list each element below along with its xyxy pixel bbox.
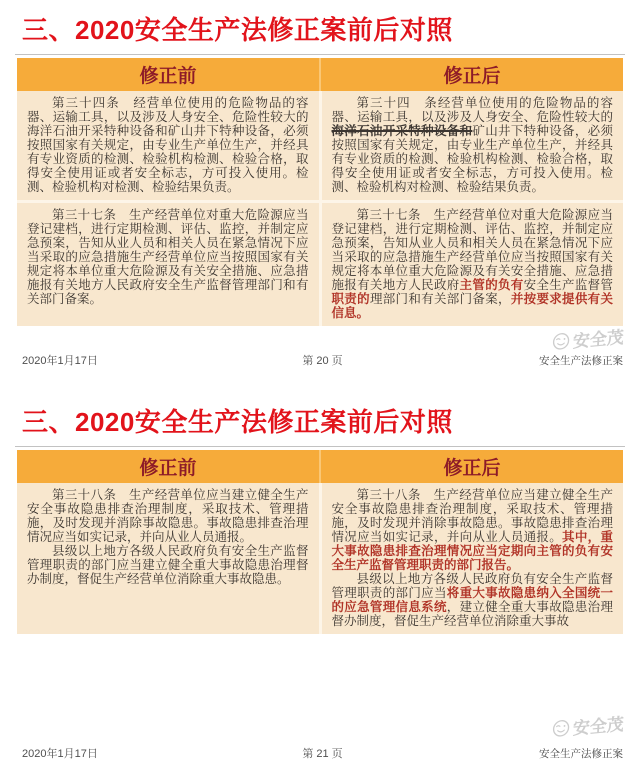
paragraph: 第三十八条 生产经营单位应当建立健全生产安全事故隐患排查治理制度，采取技术、管理措施，及时发现并消除事故隐患。事故隐患排查治理情况应当如实记录，并向从业人员通报。 — [27, 488, 309, 544]
watermark-text: 安全茂 — [572, 327, 625, 352]
footer-page-number: 第 21 页 — [302, 748, 343, 760]
table-header-row — [17, 450, 623, 483]
page-title: 三、2020安全生产法修正案前后对照 — [22, 15, 453, 45]
column-header-after: 修正后 — [319, 450, 623, 483]
watermark-logo — [550, 323, 624, 355]
cell-article34-after — [319, 91, 624, 200]
footer-doc-title: 安全生产法修正案 — [539, 354, 623, 367]
table-row — [17, 200, 623, 326]
footer-date: 2020年1月17日 — [22, 748, 98, 760]
paragraph: 县级以上地方各级人民政府负有安全生产监督管理职责的部门应当将重大事故隐患纳入全国统一的应急管理信息系统，建立健全重大事故隐患治理督办制度，督促生产经营单位消除重大事故 — [331, 572, 613, 628]
paragraph: 第三十八条 生产经营单位应当建立健全生产安全事故隐患排查治理制度，采取技术、管理措施，及时发现并消除事故隐患。事故隐患排查治理情况应当如实记录，并向从业人员通报。其中，重大事故隐患排查治理情况应当定期向主管的负有安全生产监督管理职责的部门报告。 — [331, 488, 613, 572]
paragraph: 第三十四条 经营单位使用的危险物品的容器、运输工具，以及涉及人身安全、危险性较大的海洋石油开采特种设备和矿山井下特种设备，必须按照国家有关规定，由专业生产单位生产，并经具有专业资质的检测、检验机构检测、检验合格，取得安全使用证或者安全标志，方可投入使用。检测、检验机构对检测、检验结果负责。 — [27, 96, 309, 194]
table-header-row — [17, 58, 623, 91]
page-title: 三、2020安全生产法修正案前后对照 — [22, 407, 453, 437]
cell-article38-before — [17, 483, 319, 634]
paragraph: 县级以上地方各级人民政府负有安全生产监督管理职责的部门应当建立健全重大事故隐患治理督办制度，督促生产经营单位消除重大事故隐患。 — [27, 544, 309, 586]
wink-face-icon — [551, 717, 572, 739]
cell-article37-before — [17, 200, 319, 326]
paragraph: 第三十七条 生产经营单位对重大危险源应当登记建档，进行定期检测、评估、监控，并制定应急预案，告知从业人员和相关人员在紧急情况下应当采取的应急措施生产经营单位应当按照国家有关规定将本单位重大危险源及有关安全措施、应急措施报有关地方人民政府安全生产监督管理部门和有关部门备案。 — [27, 208, 309, 306]
watermark-logo — [550, 710, 624, 742]
table-row — [17, 91, 623, 200]
watermark-text: 安全茂 — [572, 714, 625, 739]
cell-article34-before — [17, 91, 319, 200]
title-divider — [15, 446, 625, 447]
slide-footer — [0, 745, 640, 761]
paragraph: 第三十七条 生产经营单位对重大危险源应当登记建档，进行定期检测、评估、监控，并制定应急预案，告知从业人员和相关人员在紧急情况下应当采取的应急措施生产经营单位应当按照国家有关规定将本单位重大危险源及有关安全措施、应急措施报有关地方人民政府主管的负有安全生产监督管职责的理部门和有关部门备案，并按要求提供有关信息。 — [331, 208, 613, 320]
wink-face-icon — [551, 330, 572, 352]
slide-footer — [0, 352, 640, 368]
cell-article37-after — [319, 200, 624, 326]
footer-doc-title: 安全生产法修正案 — [539, 747, 623, 760]
title-divider — [15, 54, 625, 55]
footer-date: 2020年1月17日 — [22, 355, 98, 367]
table-row — [17, 483, 623, 634]
comparison-table — [17, 58, 623, 326]
paragraph: 第三十四 条经营单位使用的危险物品的容器、运输工具，以及涉及人身安全、危险性较大的海洋石油开采特种设备和矿山井下特种设备，必须按照国家有关规定，由专业生产单位生产，并经具有专业资质的检测、检验机构检测、检验合格，取得安全使用证或者安全标志，方可投入使用。检测、检验机构对检测、检验结果负责。 — [331, 96, 613, 194]
column-header-after: 修正后 — [319, 58, 623, 91]
column-header-before: 修正前 — [139, 458, 197, 479]
slide-page-21 — [0, 385, 640, 764]
footer-page-number: 第 20 页 — [302, 355, 343, 367]
column-header-before: 修正前 — [139, 66, 197, 87]
comparison-table — [17, 450, 623, 634]
cell-article38-after — [319, 483, 624, 634]
